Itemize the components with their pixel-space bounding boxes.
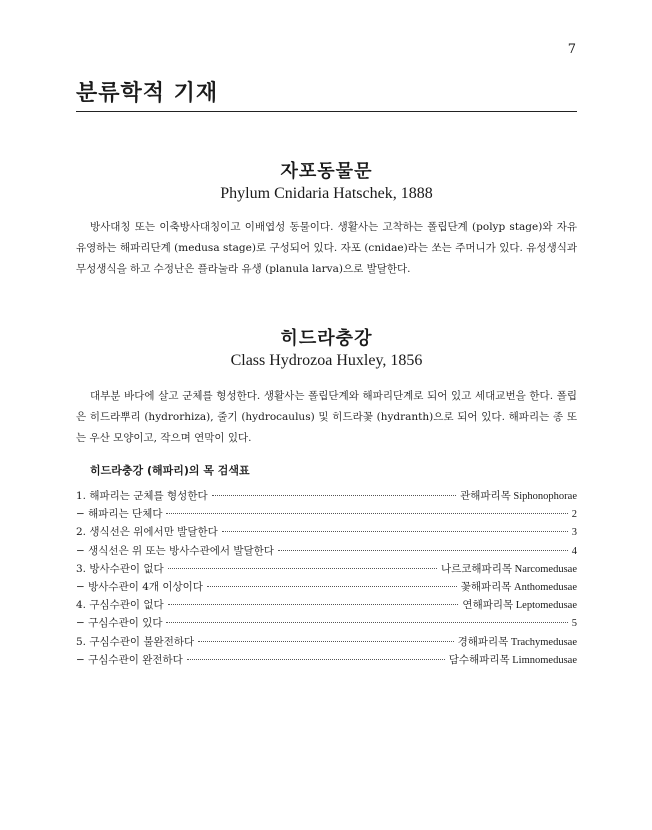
- leader-dots: [212, 495, 456, 496]
- identification-key: [76, 488, 577, 670]
- leader-dots: [207, 586, 457, 587]
- leader-dots: [187, 659, 445, 660]
- phylum-name-sci: Phylum Cnidaria Hatschek, 1888: [220, 185, 433, 202]
- leader-dots: [166, 513, 567, 514]
- key-row: [76, 615, 577, 633]
- class-heading: [76, 324, 577, 370]
- key-row: [76, 634, 577, 652]
- key-row: [76, 579, 577, 597]
- key-lead: 1. 해파리는 군체를 형성한다: [76, 490, 208, 502]
- key-lead: 5. 구심수관이 불완전하다: [76, 635, 195, 648]
- key-row: [76, 561, 577, 579]
- key-lead: − 생식선은 위 또는 방사수관에서 발달한다: [76, 544, 274, 557]
- key-heading: 히드라충강 (해파리)의 목 검색표: [90, 464, 250, 477]
- key-result: 2: [571, 509, 577, 521]
- class-description: 대부분 바다에 살고 군체를 형성한다. 생활사는 폴립단계와 해파리단계로 되어 있고 세대교번을 한다. 폴립은 히드라뿌리 (hydrorhiza), 줄기 (hydrocaulus) 및 히드라꽃 (hydranth)으로 되어 있다. 해파리는 종 또는 우산 모양이고, 작으며 연막이 있다.: [76, 390, 577, 444]
- phylum-heading: [76, 157, 577, 203]
- phylum-name-ko: 자포동물문: [280, 161, 373, 182]
- page-number: 7: [567, 42, 576, 57]
- key-result: 연해파리목 Leptomedusae: [462, 600, 577, 612]
- leader-dots: [166, 622, 567, 623]
- leader-dots: [278, 550, 568, 551]
- key-lead: 2. 생식선은 위에서만 발달한다: [76, 526, 218, 539]
- class-name-ko: 히드라충강: [280, 328, 373, 349]
- key-result: 꽃해파리목 Anthomedusae: [460, 581, 577, 593]
- key-result: 5: [571, 618, 577, 630]
- key-lead: − 해파리는 단체다: [76, 508, 163, 521]
- key-row: [76, 652, 577, 670]
- key-row: [76, 506, 577, 524]
- key-result: 나르코해파리목 Narcomedusae: [440, 563, 577, 575]
- leader-dots: [168, 604, 459, 605]
- key-row: [76, 524, 577, 542]
- key-lead: 4. 구심수관이 없다: [76, 599, 164, 612]
- chapter-title: 분류학적 기재: [76, 76, 577, 112]
- key-row: [76, 488, 577, 506]
- leader-dots: [222, 531, 568, 532]
- key-result: 경해파리목 Trachymedusae: [457, 636, 577, 648]
- key-lead: − 구심수관이 있다: [76, 617, 163, 630]
- leader-dots: [168, 568, 437, 569]
- key-row: [76, 597, 577, 615]
- key-row: [76, 543, 577, 561]
- leader-dots: [198, 641, 453, 642]
- key-result: 관해파리목 Siphonophorae: [460, 491, 577, 502]
- key-result: 4: [571, 545, 577, 557]
- phylum-description: 방사대칭 또는 이축방사대칭이고 이배엽성 동물이다. 생활사는 고착하는 폴립단계 (polyp stage)와 자유유영하는 해파리단계 (medusa stage)로 구성되어 있다. 자포 (cnidae)라는 쏘는 주머니가 있다. 유성생식과 무성생식을 하고 수정난은 플라눌라 유생 (planula larva)으로 발달한다.: [76, 221, 577, 275]
- key-lead: 3. 방사수관이 없다: [76, 562, 164, 575]
- class-name-sci: Class Hydrozoa Huxley, 1856: [230, 352, 423, 369]
- key-lead: − 방사수관이 4개 이상이다: [76, 580, 203, 593]
- key-result: 담수해파리목 Limnomedusae: [448, 654, 577, 666]
- key-result: 3: [571, 527, 577, 539]
- key-lead: − 구심수관이 완전하다: [76, 653, 183, 666]
